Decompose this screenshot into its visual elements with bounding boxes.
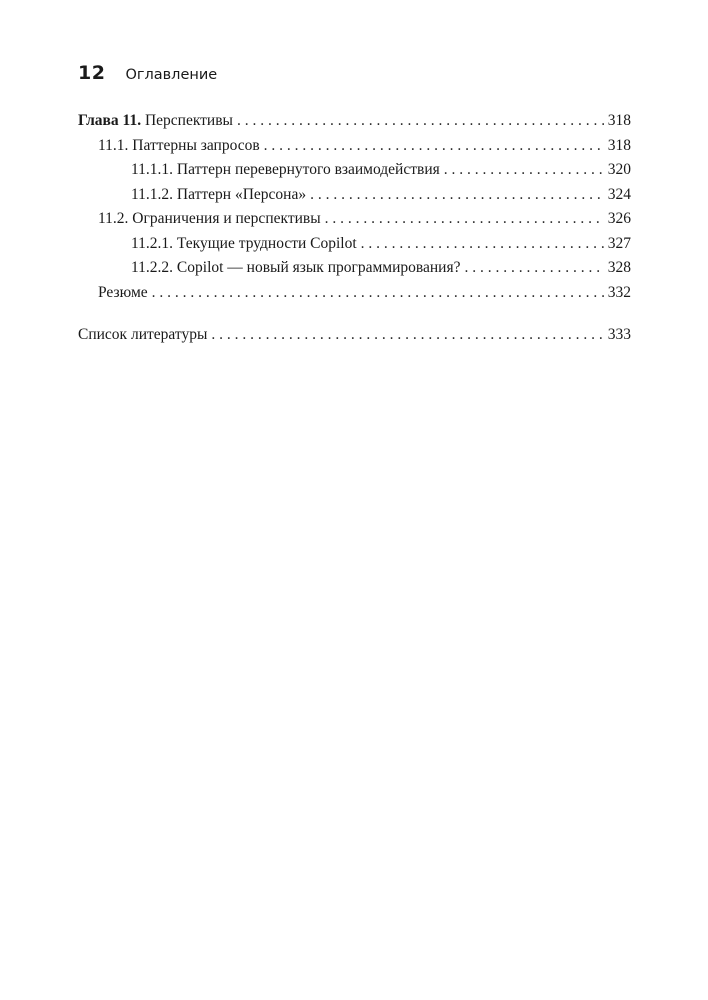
dot-leader: [465, 259, 604, 277]
toc-entry-title: 11.2.2. Copilot — новый язык программирования?: [131, 259, 461, 276]
toc-entry-title: 11.2.1. Текущие трудности Copilot: [131, 234, 357, 252]
toc-entry-title: 11.1. Паттерны запросов: [98, 136, 260, 154]
toc-entry-page: 318: [607, 136, 631, 154]
toc-entry-subsection-11-1-2[interactable]: [78, 186, 631, 211]
toc-entry-title: 11.1.1. Паттерн перевернутого взаимодействия: [131, 161, 440, 178]
toc-entry-page: 327: [607, 234, 631, 252]
toc-entry-subsection-11-2-1[interactable]: [78, 235, 631, 260]
toc-entry-title: Список литературы: [78, 326, 208, 343]
toc-entry-page: 333: [607, 326, 631, 343]
toc-entry-chapter-11[interactable]: [78, 112, 631, 137]
dot-leader: [237, 112, 604, 130]
toc-entry-section-11-1[interactable]: [78, 137, 631, 162]
toc-entry-subsection-11-2-2[interactable]: [78, 259, 631, 284]
table-of-contents: [78, 112, 631, 351]
toc-entry-title: Резюме: [98, 283, 148, 301]
toc-entry-page: 326: [607, 210, 631, 227]
toc-entry-page: 320: [607, 161, 631, 178]
toc-entry-text: [78, 112, 233, 130]
dot-leader: [310, 186, 604, 204]
toc-entry-title: 11.1.2. Паттерн «Персона»: [131, 185, 307, 203]
toc-entry-title: Перспективы: [144, 112, 233, 129]
toc-entry-bibliography[interactable]: [78, 326, 631, 351]
toc-entry-page: 332: [607, 283, 631, 301]
toc-entry-chapter-label: Глава 11.: [78, 112, 142, 129]
dot-leader: [211, 326, 603, 344]
toc-entry-section-11-2[interactable]: [78, 210, 631, 235]
dot-leader: [325, 210, 604, 228]
dot-leader: [361, 235, 604, 253]
toc-entry-page: 318: [607, 112, 631, 129]
page-number: 12: [78, 62, 106, 84]
toc-entry-page: 324: [607, 185, 631, 203]
dot-leader: [444, 161, 604, 179]
toc-entry-summary[interactable]: [78, 284, 631, 309]
running-title: Оглавление: [125, 67, 218, 83]
toc-entry-title: 11.2. Ограничения и перспективы: [98, 210, 321, 227]
dot-leader: [152, 284, 604, 302]
page-header: [78, 62, 217, 84]
toc-entry-page: 328: [607, 259, 631, 276]
toc-entry-subsection-11-1-1[interactable]: [78, 161, 631, 186]
dot-leader: [264, 137, 604, 155]
